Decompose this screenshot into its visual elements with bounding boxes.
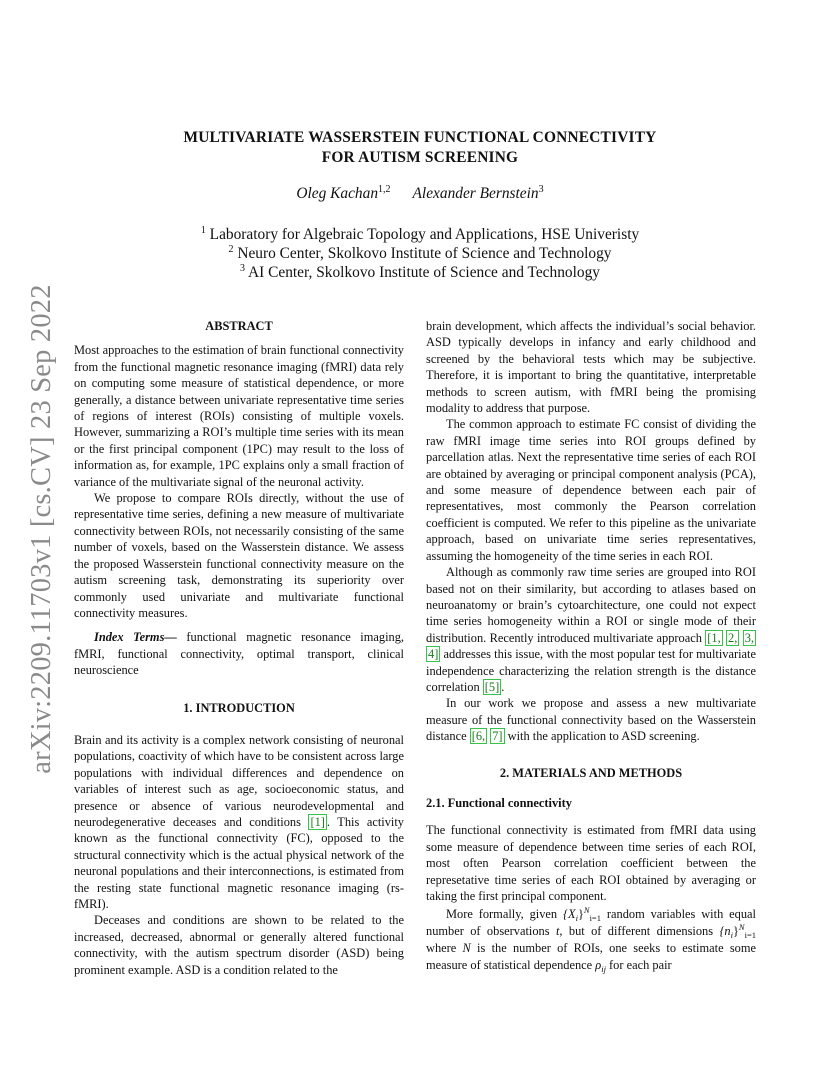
affiliation-text: AI Center, Skolkovo Institute of Science and Technology xyxy=(248,264,600,281)
abstract-paragraph: Most approaches to the estimation of brain functional connectivity from the functional magnetic resonance imaging (fMRI) data rely on computing some measure of statistical dependence, or more generally, a distance between univariate representative time series of regions of interest (ROIs) consisting of multiple voxels. However, summarizing a ROI’s multiple time series with its mean or the first principal component (1PC) may result to the loss of information as, for example, 1PC explains only a small fraction of variance of the multivariate signal of the neuronal activity. xyxy=(74,343,404,489)
author-affiliation-mark: 3 xyxy=(538,184,544,195)
affiliation-mark: 1 xyxy=(200,225,206,236)
citation-link[interactable]: 3, xyxy=(744,630,754,645)
citation-link[interactable]: [6, xyxy=(471,729,486,744)
intro-paragraph: Deceases and conditions are shown to be related to the increased, decreased, abnormal or generally altered functional connectivity, with the autism spectrum disorder (ASD) being prominent example. ASD is a condition related to the xyxy=(74,913,404,977)
author-affiliation-mark: 1,2 xyxy=(378,184,391,195)
paper-title xyxy=(100,128,740,168)
author-name: Oleg Kachan xyxy=(296,185,379,202)
math-symbol: {X xyxy=(563,907,576,922)
index-terms-label: Index Terms— xyxy=(94,630,177,645)
math-symbol: N xyxy=(462,941,471,956)
math-subscript: ij xyxy=(601,964,606,975)
math-symbol: ρ xyxy=(595,958,602,973)
intro-paragraph xyxy=(74,732,404,912)
citation-link[interactable]: [1, xyxy=(707,630,721,645)
text-run: Although as commonly raw time series are grouped into ROI based not on their similarity, but according to atlases based on neuroanatomy or brain’s cytoarchitecture, one could not expect time series homogeneity within a ROI or single mode of their distribution. Recently introduced multivariate approach xyxy=(426,565,756,645)
index-terms xyxy=(74,629,404,678)
abstract-paragraph: We propose to compare ROIs directly, without the use of representative time series, defining a new measure of multivariate connectivity between ROIs, not necessarily consisting of the same number of voxels, based on the Wasserstein distance. We assess the proposed Wasserstein functional connectivity measure on the autism screening task, demonstrating its superiority over commonly used univariate and multivariate functional connectivity measures. xyxy=(74,491,404,620)
citation-link[interactable]: [5] xyxy=(484,679,500,694)
affiliation-line xyxy=(100,263,740,282)
affiliation-mark: 3 xyxy=(240,263,246,274)
text-run: for each pair xyxy=(605,958,672,973)
math-subscript: i=1 xyxy=(589,913,601,924)
math-variable-set xyxy=(563,905,601,924)
text-run: In our work we propose and assess a new multivariate measure of the functional connectivity based on the Wasserstein distance xyxy=(426,696,756,744)
arxiv-identifier-text: arXiv:2209.11703v1 [cs.CV] 23 Sep 2022 xyxy=(26,284,57,774)
affiliations xyxy=(100,225,740,282)
abstract-heading: ABSTRACT xyxy=(205,319,273,333)
math-superscript: N xyxy=(583,905,590,916)
author-line xyxy=(100,185,740,203)
affiliation-text: Laboratory for Algebraic Topology and Applications, HSE Univeristy xyxy=(209,226,640,243)
text-run: addresses this issue, with the most popular test for multivariate independence characterizing the relation strength is the distance correlation xyxy=(426,647,756,694)
citation-link[interactable]: 2, xyxy=(728,630,738,645)
text-run: is the number of ROIs, one seeks to estimate some measure of statistical dependence xyxy=(426,941,756,973)
intro-paragraph xyxy=(426,564,756,695)
title-line-2: FOR AUTISM SCREENING xyxy=(321,149,519,166)
left-column xyxy=(74,318,404,978)
author-name: Alexander Bernstein xyxy=(412,185,539,202)
index-terms-list: functional magnetic resonance imaging, fMRI, functional connectivity, optimal transport, clinical neuroscience xyxy=(74,630,404,678)
math-symbol: t xyxy=(555,924,560,939)
methods-paragraph xyxy=(426,906,756,974)
introduction-heading: 1. INTRODUCTION xyxy=(183,700,295,715)
intro-paragraph-continued: brain development, which affects the individual’s social behavior. ASD typically develops in infancy and early childhood and screened by the behavioral tests which may be subjective. Therefore, it is important to bring the quantitative, interpretable methods to screen autism, with fMRI being the promising modality to address that purpose. xyxy=(426,319,756,416)
math-symbol: {n xyxy=(719,924,731,939)
citation-link[interactable]: 7] xyxy=(492,729,503,744)
math-symbol: } xyxy=(732,924,739,939)
math-symbol: } xyxy=(577,907,584,922)
text-run: random variables with equal number of observations xyxy=(426,907,756,939)
affiliation-text: Neuro Center, Skolkovo Institute of Science and Technology xyxy=(237,245,612,262)
text-run: where xyxy=(426,941,463,956)
citation-link[interactable]: [1] xyxy=(310,814,325,829)
intro-paragraph xyxy=(426,695,756,744)
title-line-1: MULTIVARIATE WASSERSTEIN FUNCTIONAL CONNECTIVITY xyxy=(183,129,657,146)
intro-paragraph: The common approach to estimate FC consist of dividing the raw fMRI image time series into ROI groups defined by parcellation atlas. Next the representative time series of each ROI are obtained by averaging or principal component analysis (PCA), and some measure of dependence between each pair of representatives, most commonly the Pearson correlation coefficient is computed. We refer to this pipeline as the univariate approach, based on univariate time series representatives, assuming the homogeneity of the time series in each ROI. xyxy=(426,417,756,563)
right-column xyxy=(426,318,756,974)
subsection-heading: 2.1. Functional connectivity xyxy=(426,795,572,810)
math-subscript: i xyxy=(730,930,733,941)
affiliation-mark: 2 xyxy=(228,244,234,255)
text-run: . This activity known as the functional connectivity (FC), opposed to the structural connectivity which is the actual physical network of the neuronal populations and their interconnections, is estimated from the resting state functional magnetic resonance imaging (rs-fMRI). xyxy=(74,814,404,911)
text-run: Brain and its activity is a complex network consisting of neuronal populations, coactivity of which have to be consistent across large populations with individual differences and dependence on variables of interest such as age, socioeconomic status, and presence or absence of various neurodevelopmental and neurodegenerative deceases and conditions xyxy=(74,732,404,829)
math-subscript: i=1 xyxy=(744,930,756,941)
math-subscript: i xyxy=(575,913,578,924)
arxiv-identifier-stamp xyxy=(22,284,62,774)
text-run: More formally, given xyxy=(446,907,564,922)
affiliation-line xyxy=(100,225,740,244)
methods-paragraph: The functional connectivity is estimated from fMRI data using some measure of dependence between time series of each ROI, most often Pearson correlation coefficient between the represetative time series of each ROI obtained by averaging or taking the first principal component. xyxy=(426,823,756,903)
text-run: . xyxy=(501,679,505,694)
methods-heading: 2. MATERIALS AND METHODS xyxy=(499,765,683,780)
citation-link[interactable]: 4] xyxy=(428,647,439,662)
math-dimension-set xyxy=(719,922,756,941)
text-run: with the application to ASD screening. xyxy=(504,729,700,744)
text-run: , but of different dimensions xyxy=(559,924,720,939)
math-superscript: N xyxy=(738,922,745,933)
affiliation-line xyxy=(100,244,740,263)
